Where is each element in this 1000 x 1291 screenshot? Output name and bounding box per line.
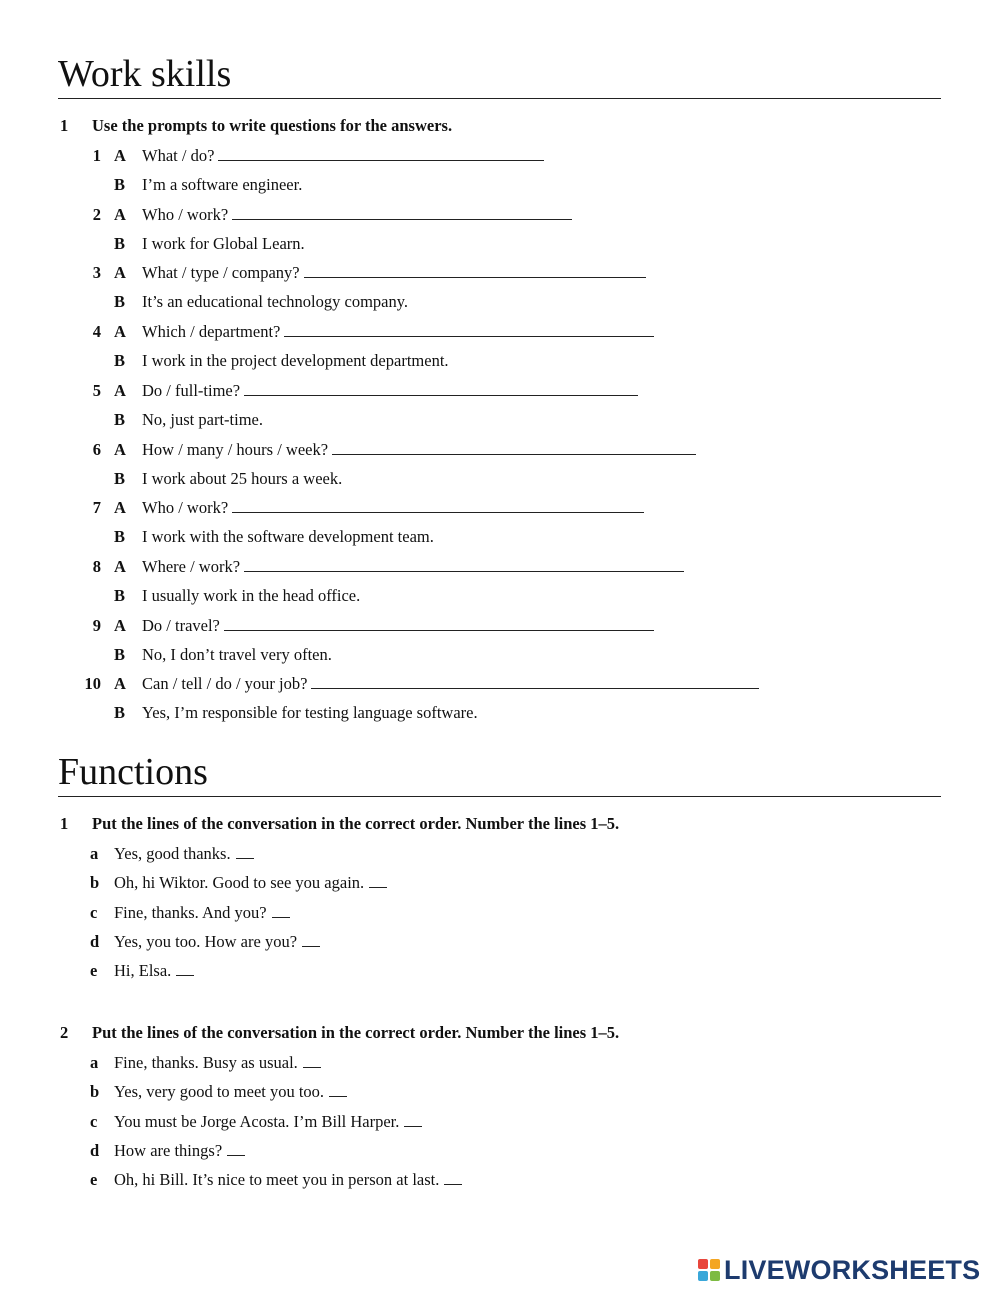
speaker-b-label: B <box>114 351 126 370</box>
answer-text: No, I don’t travel very often. <box>142 645 332 664</box>
exercise-number: 1 <box>60 814 69 833</box>
item-number: 2 <box>92 205 101 224</box>
line-text-wrap <box>114 1112 422 1132</box>
speaker-a-label: A <box>114 557 126 576</box>
line-text-wrap <box>114 1053 321 1073</box>
line-letter: d <box>90 932 100 951</box>
speaker-b-label: B <box>114 469 126 488</box>
line-text: You must be Jorge Acosta. I’m Bill Harper. <box>114 1112 400 1131</box>
answer-blank[interactable] <box>244 557 684 572</box>
answer-blank[interactable] <box>311 674 759 689</box>
item-number: 3 <box>92 263 101 282</box>
answer-blank[interactable] <box>232 205 572 220</box>
speaker-a-label: A <box>114 146 126 165</box>
line-text-wrap <box>114 873 387 893</box>
item-number: 7 <box>92 498 101 517</box>
speaker-b-label: B <box>114 645 126 664</box>
answer-text: I’m a software engineer. <box>142 175 303 194</box>
answer-blank[interactable] <box>218 146 544 161</box>
prompt-text-wrap <box>142 381 638 401</box>
section-title-work-skills: Work skills <box>58 52 941 99</box>
speaker-a-label: A <box>114 322 126 341</box>
answer-blank[interactable] <box>332 440 696 455</box>
item-number: 1 <box>92 146 101 165</box>
line-letter: c <box>90 903 98 922</box>
speaker-a-label: A <box>114 440 126 459</box>
order-number-blank[interactable] <box>227 1141 245 1156</box>
speaker-b-label: B <box>114 410 126 429</box>
answer-text: I work for Global Learn. <box>142 234 305 253</box>
item-number: 5 <box>92 381 101 400</box>
line-letter: a <box>90 844 99 863</box>
answer-text: I work with the software development team. <box>142 527 434 546</box>
line-text-wrap <box>114 1082 347 1102</box>
prompt-text: Do / full-time? <box>142 381 241 400</box>
line-text: Hi, Elsa. <box>114 961 172 980</box>
prompt-text-wrap <box>142 146 544 166</box>
exercise-number: 2 <box>60 1023 69 1042</box>
order-number-blank[interactable] <box>329 1082 347 1097</box>
prompt-text-wrap <box>142 263 646 283</box>
order-number-blank[interactable] <box>303 1053 321 1068</box>
answer-blank[interactable] <box>232 498 644 513</box>
item-number: 10 <box>84 674 101 693</box>
prompt-text-wrap <box>142 616 654 636</box>
line-text: Oh, hi Bill. It’s nice to meet you in person at last. <box>114 1170 440 1189</box>
liveworksheets-logo <box>698 1256 980 1284</box>
line-text: Yes, you too. How are you? <box>114 932 298 951</box>
order-number-blank[interactable] <box>369 873 387 888</box>
line-letter: d <box>90 1141 100 1160</box>
line-text: Fine, thanks. Busy as usual. <box>114 1053 298 1072</box>
speaker-a-label: A <box>114 498 126 517</box>
prompt-text-wrap <box>142 498 644 518</box>
instruction-text: Use the prompts to write questions for the answers. <box>92 116 453 135</box>
prompt-text: What / type / company? <box>142 263 300 282</box>
line-text-wrap <box>114 844 254 864</box>
line-letter: e <box>90 961 98 980</box>
answer-text: It’s an educational technology company. <box>142 292 409 311</box>
speaker-a-label: A <box>114 205 126 224</box>
answer-text: No, just part-time. <box>142 410 263 429</box>
prompt-text-wrap <box>142 557 684 577</box>
prompt-text-wrap <box>142 205 572 225</box>
prompt-text: Where / work? <box>142 557 241 576</box>
prompt-text: What / do? <box>142 146 215 165</box>
speaker-a-label: A <box>114 381 126 400</box>
speaker-b-label: B <box>114 175 126 194</box>
line-text-wrap <box>114 961 194 981</box>
answer-blank[interactable] <box>284 322 654 337</box>
speaker-b-label: B <box>114 703 126 722</box>
section-title-functions: Functions <box>58 750 941 797</box>
line-text-wrap <box>114 903 290 923</box>
line-text-wrap <box>114 1141 245 1161</box>
instruction-text: Put the lines of the conversation in the correct order. Number the lines 1–5. <box>92 814 620 833</box>
answer-blank[interactable] <box>304 263 646 278</box>
order-number-blank[interactable] <box>444 1170 462 1185</box>
answer-text: I work about 25 hours a week. <box>142 469 343 488</box>
answer-text: Yes, I’m responsible for testing language software. <box>142 703 478 722</box>
prompt-text-wrap <box>142 674 759 694</box>
prompt-text: Do / travel? <box>142 616 220 635</box>
liveworksheets-logo-icon <box>698 1259 720 1281</box>
prompt-text: Who / work? <box>142 205 229 224</box>
answer-blank[interactable] <box>244 381 638 396</box>
answer-blank[interactable] <box>224 616 654 631</box>
speaker-b-label: B <box>114 586 126 605</box>
order-number-blank[interactable] <box>236 844 254 859</box>
logo-text: LIVEWORKSHEETS <box>724 1254 981 1285</box>
speaker-b-label: B <box>114 292 126 311</box>
order-number-blank[interactable] <box>176 961 194 976</box>
prompt-text-wrap <box>142 322 654 342</box>
speaker-a-label: A <box>114 616 126 635</box>
line-letter: e <box>90 1170 98 1189</box>
instruction-text: Put the lines of the conversation in the correct order. Number the lines 1–5. <box>92 1023 620 1042</box>
line-letter: c <box>90 1112 98 1131</box>
item-number: 6 <box>92 440 101 459</box>
item-number: 9 <box>92 616 101 635</box>
line-letter: a <box>90 1053 99 1072</box>
prompt-text: Which / department? <box>142 322 281 341</box>
line-text: Yes, good thanks. <box>114 844 231 863</box>
prompt-text-wrap <box>142 440 696 460</box>
line-text: Yes, very good to meet you too. <box>114 1082 325 1101</box>
answer-text: I usually work in the head office. <box>142 586 361 605</box>
item-number: 4 <box>92 322 101 341</box>
line-letter: b <box>90 873 100 892</box>
answer-text: I work in the project development department. <box>142 351 449 370</box>
speaker-b-label: B <box>114 234 126 253</box>
exercise-number: 1 <box>60 116 69 135</box>
line-text-wrap <box>114 932 320 952</box>
order-number-blank[interactable] <box>272 903 290 918</box>
prompt-text: How / many / hours / week? <box>142 440 329 459</box>
line-text: How are things? <box>114 1141 223 1160</box>
prompt-text: Who / work? <box>142 498 229 517</box>
item-number: 8 <box>92 557 101 576</box>
speaker-a-label: A <box>114 263 126 282</box>
speaker-a-label: A <box>114 674 126 693</box>
line-letter: b <box>90 1082 100 1101</box>
line-text-wrap <box>114 1170 462 1190</box>
order-number-blank[interactable] <box>302 932 320 947</box>
line-text: Oh, hi Wiktor. Good to see you again. <box>114 873 365 892</box>
line-text: Fine, thanks. And you? <box>114 903 267 922</box>
order-number-blank[interactable] <box>404 1112 422 1127</box>
speaker-b-label: B <box>114 527 126 546</box>
prompt-text: Can / tell / do / your job? <box>142 674 308 693</box>
